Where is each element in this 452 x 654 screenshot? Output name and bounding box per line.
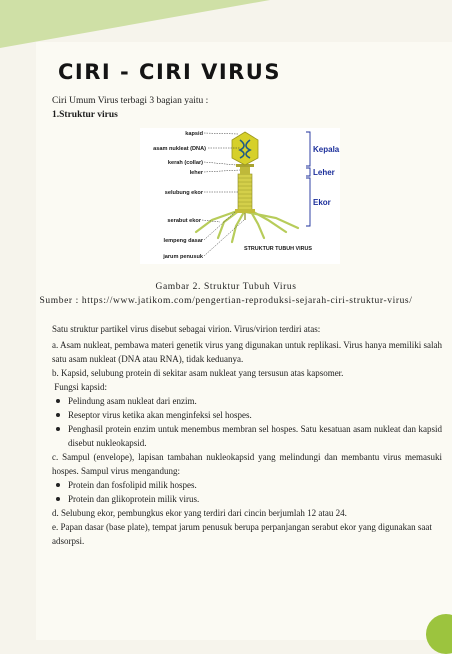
sampul-list <box>52 478 442 506</box>
label-kapsid: kapsid <box>185 131 203 137</box>
fungsi-kapsid-heading: Fungsi kapsid: <box>52 382 108 392</box>
label-ekor: Ekor <box>313 198 331 207</box>
paragraph-kapsid: b. Kapsid, selubung protein di sekitar asam nukleat yang tersusun atas kapsomer. <box>52 368 344 378</box>
paragraph-papan-dasar: e. Papan dasar (base plate), tempat jarum penusuk berupa perpanjangan serabut ekor yang digunakan saat adsorpsi. <box>52 522 432 546</box>
virus-structure-figure <box>140 128 340 264</box>
label-serabut-ekor: serabut ekor <box>167 218 201 224</box>
figure-inner-caption: STRUKTUR TUBUH VIRUS <box>244 246 312 252</box>
label-jarum-penusuk: jarum penusuk <box>163 254 203 260</box>
label-selubung-ekor: selubung ekor <box>164 190 203 196</box>
intro-text: Ciri Umum Virus terbagi 3 bagian yaitu : <box>52 96 209 106</box>
label-asam-nukleat: asam nukleat (DNA) <box>153 146 206 152</box>
list-item: Protein dan fosfolipid milik hospes. <box>68 478 442 492</box>
paragraph-selubung-ekor: d. Selubung ekor, pembungkus ekor yang terdiri dari cincin berjumlah 12 atau 24. <box>52 508 347 518</box>
figure-caption: Gambar 2. Struktur Tubuh Virus <box>155 282 297 292</box>
list-item: Pelindung asam nukleat dari enzim. <box>68 394 442 408</box>
paragraph-asam-nukleat: a. Asam nukleat, pembawa materi genetik virus yang digunakan untuk replikasi. Virus hanya memiliki salah satu asam nukleat (DNA atau RNA), tidak keduanya. <box>52 340 442 364</box>
body-text <box>52 322 442 548</box>
figure-source: Sumber : https://www.jatikom.com/pengertian-reproduksi-sejarah-ciri-struktur-virus/ <box>39 296 413 306</box>
list-item: Reseptor virus ketika akan menginfeksi sel hospes. <box>68 408 442 422</box>
label-leher-region: Leher <box>313 168 335 177</box>
page-title: CIRI - CIRI VIRUS <box>58 60 281 84</box>
virus-head <box>232 132 258 165</box>
label-kepala: Kepala <box>313 145 340 154</box>
virus-neck <box>240 166 250 174</box>
paragraph-sampul: c. Sampul (envelope), lapisan tambahan nukleokapsid yang melindungi dan membantu virus memasuki hospes. Sampul virus mengandung: <box>52 452 442 476</box>
fungsi-kapsid-list <box>52 394 442 450</box>
corner-decoration <box>426 614 452 654</box>
paragraph-virion: Satu struktur partikel virus disebut sebagai virion. Virus/virion terdiri atas: <box>52 324 321 334</box>
region-brackets <box>306 132 310 226</box>
section-subheading: 1.Struktur virus <box>52 110 118 120</box>
list-item: Penghasil protein enzim untuk menembus membran sel hospes. Satu kesatuan asam nukleat dan kapsid disebut nukleokapsid. <box>68 424 442 448</box>
label-kerah: kerah (collar) <box>167 160 203 166</box>
label-leher: leher <box>189 170 203 176</box>
label-lempeng-dasar: lempeng dasar <box>163 238 203 244</box>
background-top-triangle <box>0 0 270 48</box>
tail-fibers <box>196 210 298 242</box>
list-item: Protein dan glikoprotein milik virus. <box>68 492 442 506</box>
